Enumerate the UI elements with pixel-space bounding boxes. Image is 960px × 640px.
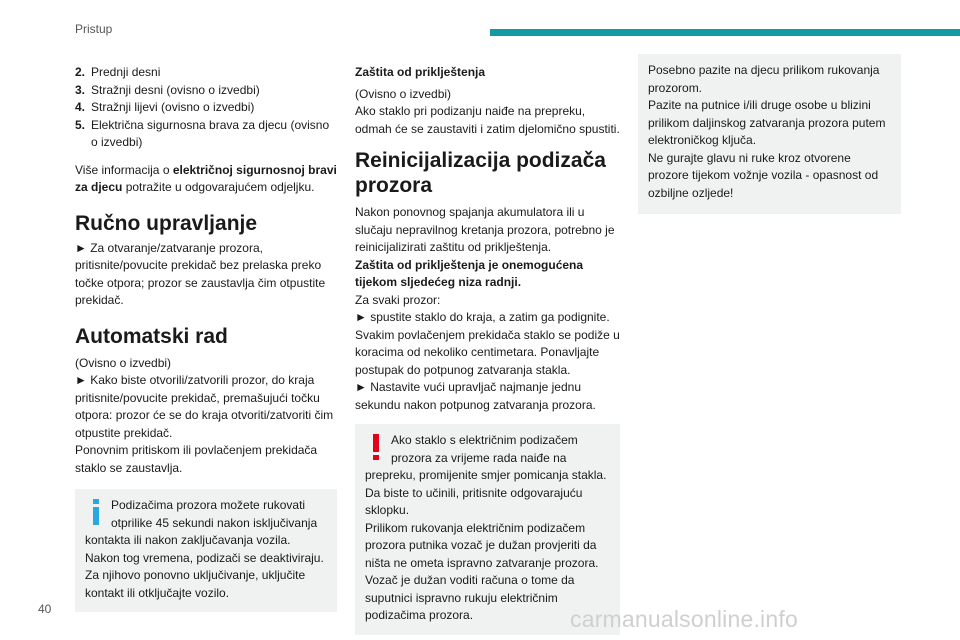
warning-icon xyxy=(365,432,387,462)
safety-text-3: Ne gurajte glavu ni ruke kroz otvorene prozore tijekom vožnje vozila - opasnost od ozbiljne ozljede! xyxy=(648,150,879,200)
more-info-paragraph xyxy=(75,162,337,197)
reinit-bold-text: Zaštita od priklještenja je onemogućena tijekom sljedećeg niza radnji. xyxy=(355,257,584,289)
page-number: 40 xyxy=(38,602,52,616)
info-text-first: Podizačima prozora možete rukovati otprilike 45 sekundi nakon isključivanja xyxy=(111,498,318,530)
column-right xyxy=(638,54,901,214)
reinit-step-2: ► Nastavite vući upravljač najmanje jednu sekundu nakon potpunog zatvaranja prozora. xyxy=(355,380,596,412)
list-number: 3. xyxy=(75,82,86,97)
list-item xyxy=(75,82,337,100)
list-item xyxy=(75,64,337,82)
list-item xyxy=(75,99,337,117)
list-text: Stražnji desni (ovisno o izvedbi) xyxy=(91,82,260,97)
column-left xyxy=(75,64,337,612)
list-item xyxy=(75,117,337,152)
warning-text-first: Ako staklo s električnim podizačem prozora za vrijeme rada naiđe na xyxy=(391,433,578,465)
reinit-warning-bold xyxy=(355,257,620,292)
list-text: Električna sigurnosna brava za djecu (ovisno o izvedbi) xyxy=(91,117,330,149)
list-number: 4. xyxy=(75,100,86,114)
heading-manual-operation: Ručno upravljanje xyxy=(75,211,258,235)
info-text-rest: kontakta ili nakon zaključavanja vozila. Nakon tog vremena, podizači se deaktiviraju. Za njihovo ponovno uključivanje, uključite kontakt ili otključajte vozilo. xyxy=(85,533,324,600)
reinit-intro: Nakon ponovnog spajanja akumulatora ili u slučaju nepravilnog kretanja prozora, potrebno je reinicijalizirati zaštitu od priklještenja. xyxy=(355,205,615,254)
auto-operation-text: ► Kako biste otvorili/zatvorili prozor, do kraja pritisnite/povucite prekidač, premašujući točku otpora: prozor će se do kraja otvoriti/zatvoriti čim otpustite prekidač. xyxy=(75,373,334,440)
pinch-text: Ako staklo pri podizanju naiđe na prepreku, odmah će se zaustaviti i zatim djelomično spustiti. xyxy=(355,104,620,136)
watermark: carmanualsonline.info xyxy=(570,606,798,632)
list-number: 5. xyxy=(75,117,86,132)
more-info-bold: električnoj sigurnosnoj bravi za djecu xyxy=(75,162,337,194)
more-info-text-end: potražite u odgovarajućem odjeljku. xyxy=(122,180,315,194)
auto-stop-text: Ponovnim pritiskom ili povlačenjem prekidača staklo se zaustavlja. xyxy=(75,443,318,475)
info-icon xyxy=(85,497,107,527)
safety-box xyxy=(638,54,901,214)
column-middle xyxy=(355,64,620,635)
list-text: Prednji desni xyxy=(91,65,161,79)
reinit-each-window: Za svaki prozor: xyxy=(355,292,441,307)
numbered-list xyxy=(75,64,337,152)
heading-reinitialization: Reinicijalizacija podizača prozora xyxy=(355,149,606,197)
section-title: Pristup xyxy=(75,22,113,36)
warning-text-2: Prilikom rukovanja električnim podizačem prozora putnika vozač je dužan provjeriti da ništa ne ometa ispravno zatvaranje prozora. xyxy=(365,520,599,570)
list-text: Stražnji lijevi (ovisno o izvedbi) xyxy=(91,100,255,114)
pinch-variant-note: (Ovisno o izvedbi) xyxy=(355,86,452,101)
warning-text-rest: prepreku, promijenite smjer pomicanja stakla. Da biste to učinili, pritisnite odgovarajuću sklopku. xyxy=(365,468,607,517)
auto-variant-note: (Ovisno o izvedbi) xyxy=(75,355,172,370)
warning-box xyxy=(355,424,620,635)
safety-text-2: Pazite na putnice i/ili druge osobe u blizini prilikom daljinskog zatvaranja prozora putem elektroničkog ključa. xyxy=(648,98,886,147)
heading-pinch-protection: Zaštita od priklještenja xyxy=(355,65,486,79)
reinit-step-1: ► spustite staklo do kraja, a zatim ga podignite. Svakim povlačenjem prekidača staklo se podiže u koracima od nekoliko centimetara. Ponavljajte postupak do potpunog zatvaranja stakla. xyxy=(355,310,620,377)
info-box xyxy=(75,489,337,612)
heading-automatic-operation: Automatski rad xyxy=(75,324,228,348)
list-number: 2. xyxy=(75,65,86,79)
safety-text-1: Posebno pazite na djecu prilikom rukovanja prozorom. xyxy=(648,63,880,95)
warning-text-3: Vozač je dužan voditi računa o tome da suputnici ispravno rukuju električnim podizačima prozora. xyxy=(365,573,575,622)
more-info-text: Više informacija o xyxy=(75,162,173,177)
manual-operation-text: ► Za otvaranje/zatvaranje prozora, pritisnite/povucite prekidač bez prelaska preko točke otpora; prozor se zaustavlja čim otpustite prekidač. xyxy=(75,240,326,307)
header-accent-bar xyxy=(490,29,960,36)
